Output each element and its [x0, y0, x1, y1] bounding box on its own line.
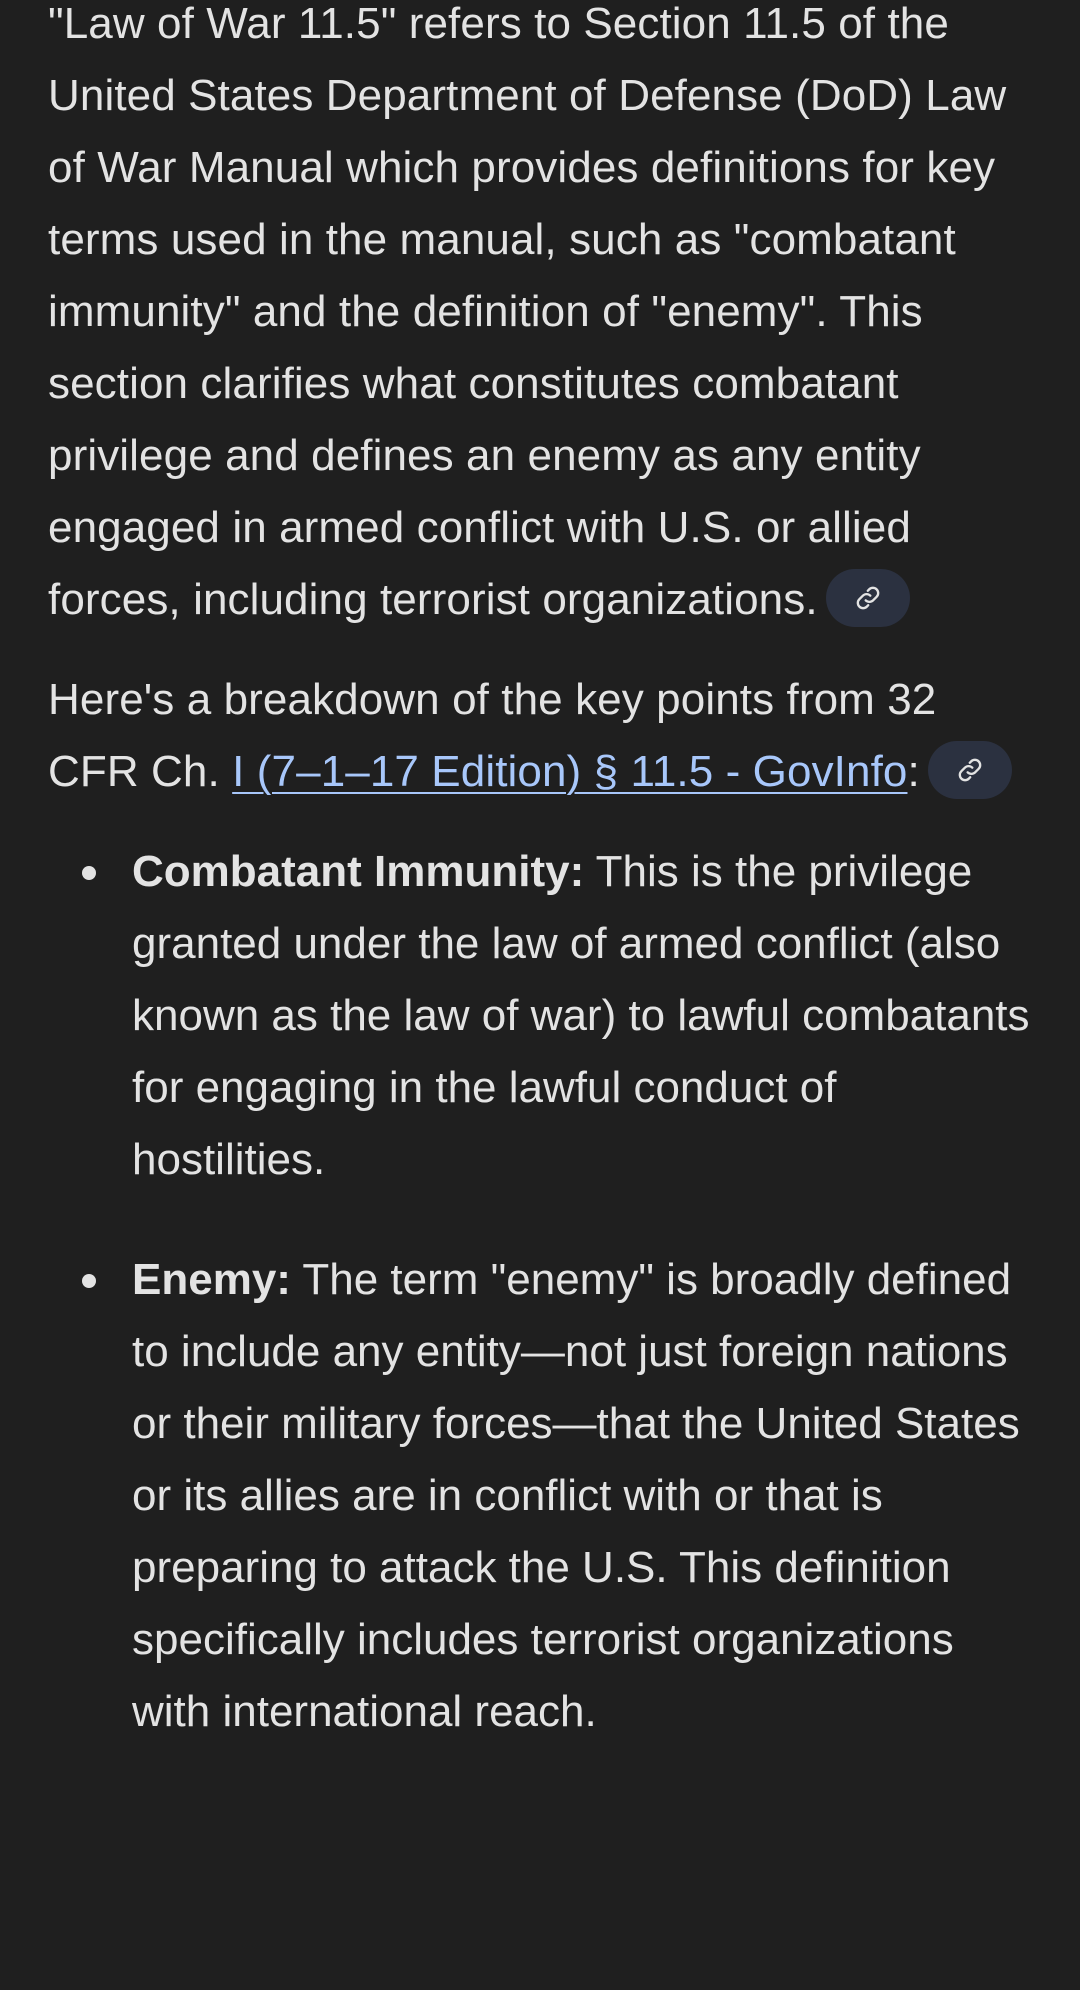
point-text: This is the privilege granted under the law of armed conflict (also known as the law of war) to lawful combatants for engaging in the lawful conduct of hostilities. — [132, 847, 1030, 1184]
source-link-chip[interactable] — [928, 741, 1012, 799]
point-term: Combatant Immunity: — [132, 847, 585, 896]
bullet-icon — [82, 866, 96, 880]
point-text: The term "enemy" is broadly defined to include any entity—not just foreign nations or their military forces—that the United States or its allies are in conflict with or that is preparing to attack the U.S. This definition specifically includes terrorist organizations with international reach. — [132, 1255, 1020, 1736]
intro-paragraph — [48, 0, 1032, 636]
govinfo-link[interactable]: I (7–1–17 Edition) § 11.5 - GovInfo — [232, 747, 908, 796]
breakdown-lead: Here's a breakdown of the key points from 32 CFR Ch. — [48, 675, 937, 796]
link-icon — [956, 756, 984, 784]
bullet-icon — [82, 1274, 96, 1288]
list-item — [48, 836, 1032, 1196]
key-points-list — [48, 836, 1032, 1748]
list-item — [48, 1244, 1032, 1748]
source-link-chip[interactable] — [826, 569, 910, 627]
intro-text: "Law of War 11.5" refers to Section 11.5 of the United States Department of Defense (DoD) Law of War Manual which provides definitions for key terms used in the manual, such as "combatant immunity" and the definition of "enemy". This section clarifies what constitutes combatant privilege and defines an enemy as any entity engaged in armed conflict with U.S. or allied forces, including terrorist organizations. — [48, 0, 1007, 624]
breakdown-paragraph — [48, 664, 1032, 808]
link-icon — [854, 584, 882, 612]
breakdown-trail: : — [907, 747, 920, 796]
point-term: Enemy: — [132, 1255, 291, 1304]
